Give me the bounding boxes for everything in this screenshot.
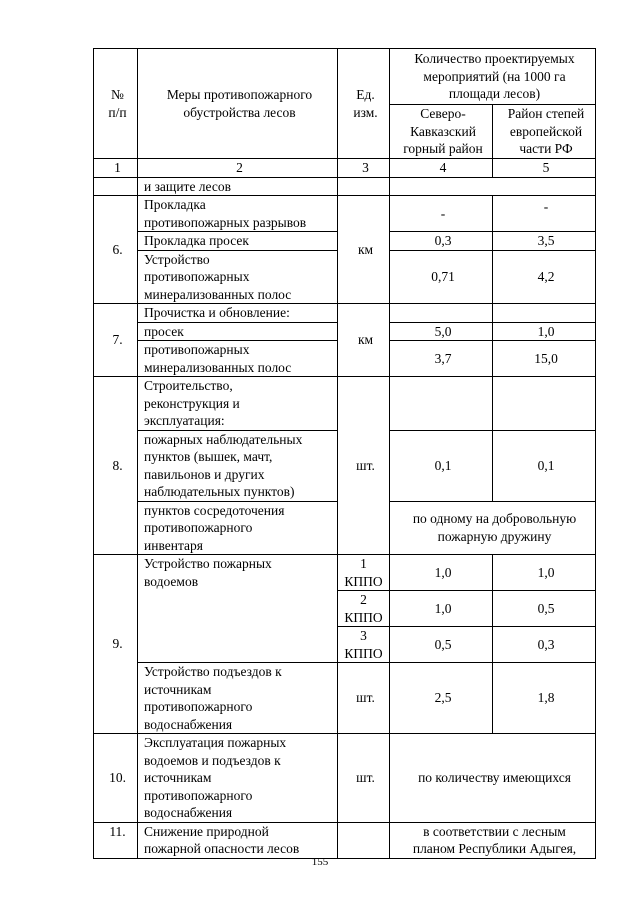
row-6c-value-1: 0,71 <box>390 250 493 304</box>
header-col-number: № п/п <box>94 49 138 159</box>
page-number: 155 <box>311 856 329 868</box>
row-8c-merged-value: по одному на добровольную пожарную дружину <box>390 501 596 555</box>
row-9-kppo-3-value-2: 0,3 <box>493 627 596 663</box>
row-10-text: Эксплуатация пожарных водоемов и подъездов к источникам противопожарного водоснабжения <box>138 734 338 823</box>
row-6b-text: Прокладка просек <box>138 232 338 251</box>
row-9-kppo-1-value-2: 1,0 <box>493 555 596 591</box>
header-col-unit: Ед. изм. <box>338 49 390 159</box>
row-10-merged-value: по количеству имеющихся <box>390 734 596 823</box>
row-9b-value-2: 1,8 <box>493 663 596 734</box>
row-8b-text: пожарных наблюдательных пунктов (вышек, мачт, павильонов и других наблюдательных пунктов) <box>138 430 338 501</box>
index-cell-3: 3 <box>338 159 390 178</box>
index-cell-2: 2 <box>138 159 338 178</box>
row-9-kppo-2-value-2: 0,5 <box>493 591 596 627</box>
fire-prevention-table <box>93 48 596 859</box>
row-9-kppo-3-unit: 3 КППО <box>338 627 390 663</box>
row-9-kppo-1-value-1: 1,0 <box>390 555 493 591</box>
row-8c-text: пунктов сосредоточения противопожарного инвентаря <box>138 501 338 555</box>
row-9b-value-1: 2,5 <box>390 663 493 734</box>
row-9-kppo-2-value-1: 1,0 <box>390 591 493 627</box>
row-8b-value-1: 0,1 <box>390 430 493 501</box>
row-6b-value-2: 3,5 <box>493 232 596 251</box>
row-9a-text: Устройство пожарных водоемов <box>138 555 338 663</box>
header-region-north-caucasus: Северо- Кавказский горный район <box>390 105 493 159</box>
header-region-steppe: Район степей европейской части РФ <box>493 105 596 159</box>
row-6a-text: Прокладка противопожарных разрывов <box>138 196 338 232</box>
index-cell-1: 1 <box>94 159 138 178</box>
row-7b-value-1: 5,0 <box>390 322 493 341</box>
row-10-number: 10. <box>94 734 138 823</box>
row-6c-text: Устройство противопожарных минерализованных полос <box>138 250 338 304</box>
row-7-unit: км <box>338 304 390 377</box>
row-7-number: 7. <box>94 304 138 377</box>
row-9b-text: Устройство подъездов к источникам противопожарного водоснабжения <box>138 663 338 734</box>
row-6c-value-2: 4,2 <box>493 250 596 304</box>
row-8b-value-2: 0,1 <box>493 430 596 501</box>
row-8-unit: шт. <box>338 377 390 555</box>
row-6-unit: км <box>338 196 390 304</box>
row-10-unit: шт. <box>338 734 390 823</box>
row-9-kppo-1-unit: 1 КППО <box>338 555 390 591</box>
header-col-measure: Меры противопожарного обустройства лесов <box>138 49 338 159</box>
row-6a-value-2: - <box>493 196 596 232</box>
row-6b-value-1: 0,3 <box>390 232 493 251</box>
header-col-quantity: Количество проектируемых мероприятий (на 1000 га площади лесов) <box>390 49 596 105</box>
row-6a-value-1: - <box>390 196 493 232</box>
row-9-kppo-2-unit: 2 КППО <box>338 591 390 627</box>
row-7c-text: противопожарных минерализованных полос <box>138 341 338 377</box>
continuation-text: и защите лесов <box>138 177 338 196</box>
row-7b-value-2: 1,0 <box>493 322 596 341</box>
row-9-kppo-3-value-1: 0,5 <box>390 627 493 663</box>
row-6-number: 6. <box>94 196 138 304</box>
row-9-number: 9. <box>94 555 138 734</box>
row-7c-value-1: 3,7 <box>390 341 493 377</box>
index-cell-4: 4 <box>390 159 493 178</box>
row-11-number: 11. <box>94 822 138 858</box>
row-7c-value-2: 15,0 <box>493 341 596 377</box>
index-cell-5: 5 <box>493 159 596 178</box>
row-7b-text: просек <box>138 322 338 341</box>
row-7a-text: Прочистка и обновление: <box>138 304 338 323</box>
row-11-text: Снижение природной пожарной опасности лесов <box>138 822 338 858</box>
row-9b-unit: шт. <box>338 663 390 734</box>
row-8-number: 8. <box>94 377 138 555</box>
row-11-merged-value: в соответствии с лесным планом Республики Адыгея, <box>390 822 596 858</box>
row-8a-text: Строительство, реконструкция и эксплуатация: <box>138 377 338 431</box>
